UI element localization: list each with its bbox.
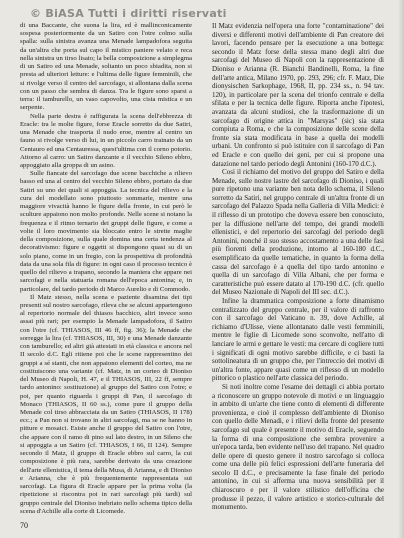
paragraph: Si noti inoltre come l'esame dei dettagli ci abbia portato a riconoscere un gruppo notevole di motivi e un linguaggio in ambito di un'arte che tiene conto di elementi di differente provenienza, e cioè il complesso dell'ambiente di Dioniso con quello delle Menadi, e i rilievi della fronte del presente sarcofago sul quale è presente il motivo di Eracle, seguendo la forma di una composizione che sembra provenire a un'epoca tarda, ben evidente nell'uso del trapano. Nel quadro delle opere di questo genere il nostro sarcofago si colloca come una delle più felici espressioni dell'arte funeraria del secolo II d.C., e precisamente la fase finale del periodo antonino, in cui si afferma una nuova sensibilità per il chiaroscuro e per il valore stilistico dell'officina che produsse il pezzo, il valore artistico e storico-culturale del monumento. bbox=[212, 382, 384, 512]
paragraph: Così il richiamo del motivo del gruppo del Satiro e della Menade, sulle nostre lastre del sarcofago di Dioniso, i quali pure ripetono una variante ben nota dello schema, il Sileno sorretto da Satiri, nel gruppo centrale di un'altra fronte di un sarcofago del Palazzo Spada nella Galleria di Villa Medici: è il riflesso di un prototipo che doveva essere ben conosciuto, per la diffusione nell'arte del tempo, dei grandi modelli ellenistici, e del repertorio dei sarcofagi del periodo degli Antonini, nonché il suo stesso accostamento a una delle fasi più fiorenti della produzione, intorno al 160-180 d.C., esemplificato da quelle tematiche, in quanto la forma della cassa del sarcofago è a quella del tipo tardo antonino e quella di un sarcofago di Villa Albani, che per forma e caratteristiche può essere datato al 170-190 d.C. (cfr. quello del Museo Nazionale di Napoli del III sec. d.C.). bbox=[212, 168, 384, 297]
paragraph: Sulle fiancate del sarcofago due scene bacchiche a rilievo basso ed una al centro del vecchio Sileno ebbro, portato da due Satiri su uno dei quali si appoggia. La tecnica del rilievo e la cura del modellato sono piuttosto sommarie, mentre una maggiore vivacità hanno le figure della fronte, in cui però le sculture appaiono non molto profonde. Nelle scene si notano la frequenza e il ritmo ternario dei gruppi delle figure, e come a volte il loro movimento sia bloccato entro le strette maglie della composizione, sulla quale domina una certa tendenza al decorativismo: figure e oggetti si dispongono quasi su di un solo piano, come in un fregio, con la prospettiva di profondità data da una sola fila di figure: in ogni caso il processo tecnico è quello del rilievo a trapano, secondo la maniera che appare nei sarcofagi e nella statuaria romana dell'epoca antonina; e, in particolare, del tardo periodo di Marco Aurelio e di Commodo. bbox=[20, 170, 192, 293]
left-column bbox=[20, 22, 192, 516]
paragraph: Il Matz evidenzia nell'opera una forte "contaminazione" dei diversi e differenti motivi dell'ambiente di Pan creatore dei lavori, facendo pensare per la esecuzione a una bottega: secondo il Matz forse della stessa mano degli altri due sarcofagi del Museo di Napoli con la rappresentazione di Dioniso e Arianna (R. Bianchi Bandinelli, Roma, la fine dell'arte antica, Milano 1970, pp. 293, 296; cfr. F. Matz, Die dionysischen Sarkophage, 1968, II, pp. 234 ss., n. 94 tav. 120), in particolare per la scena del trionfo centrale e della sfilata e per la tecnica delle figure. Riporta anche l'ipotesi, avanzata da alcuni studiosi, che la trasformazione di un sarcofago di origine attica in "Marsyas" (sic) sia stata compiuta a Roma, e che la composizione delle scene della fronte sia stata modificata in base a quella dei modelli urbani. Un confronto si può istituire con il sarcofago di Pan ed Eracle e con quello dei geni, per cui si propone una datazione nel tardo periodo degli Antonini (160-170 d.C.). bbox=[212, 22, 384, 168]
paragraph: Il Matz stesso, nella scena e paziente disamina dei tipi presenti sul nostro sarcofago, rileva che se alcuni appartengono al repertorio normale del thiasos bacchico, altri invece sono assai più rari; per esempio la Menade lampadofora, il Satiro con l'otre (cf. THIASOS, III 46 ff, fig. 36); la Menade che sorregge la lira (cf. THIASOS, III, 30) e una Menade danzante con tamburello; ed altri già attestati in età classica e ancora nel II secolo d.C. Egli ritiene poi che le scene rappresentino dei gruppi a sé stanti, che non appaiono elementi del corteo, ma ne costituiscono una variante (cf. Matz, in un corteo di Dioniso del Museo di Napoli, H. 47, e il THIASOS, III, 22 ff, sempre tardo antonino: sostituzione) al gruppo del Satiro con l'otre; e poi, per quanto riguarda i gruppi di Pan, il sarcofago di Monaco (THIASOS, II 60 ss.), come pure il gruppo della Menade col tirso abbracciata da un Satiro (THIASOS, II 178) ecc.; a Pan non si trovano in altri sarcofagi, ma se ne hanno in pitture e mosaici. Esiste anche il gruppo del Satiro con l'otre, che appare con il ramo di pino sul lato destro, in un Sileno che si appoggia a un Satiro (cf. THIASOS, I 66, II 124). Sempre secondo il Matz, il gruppo di Eracle ebbro sul carro, la cui composizione è più rara, sarebbe derivato da una creazione dell'arte ellenistica, il tema della Musa, di Arianna, e di Dioniso e Arianna, che è più frequentemente rappresentata sui sarcofagi. La figura di Eracle appare per la prima volta (la ripetizione si riscontra poi in rari sarcofagi più tardi) sul gruppo centrale del Dioniso inebriato nello schema tipico della scena d'Achille alla corte di Licomede. bbox=[20, 293, 192, 515]
page-number: 70 bbox=[20, 521, 28, 530]
watermark: © BiASA Tutti i diritti riservati bbox=[30, 7, 227, 20]
paragraph: Nella parte destra è raffigurata la scena dell'ebbrezza di Eracle: tra le molte figure, forse Eracle sorretto da due Satiri, una Menade che trasporta il nudo eroe, mentre al centro un fauno si rivolge verso di lui, in un piccolo carro trainato da un Centauro ed una Centauressa, quest'ultima con il corno potorio. Attorno al carro: un Satiro danzante e il vecchio Sileno ebbro, appoggiato alla groppa di un asino. bbox=[20, 112, 192, 169]
right-column bbox=[212, 22, 384, 512]
page-edge-shadow bbox=[398, 0, 404, 538]
paragraph: di una Baccante, che suona la lira, ed è mallinconicamente sospesa posteriormente da un Satiro con l'otre colmo sulla spalla: sulla sinistra avanza una Menade lampadofora seguita da un'altra che porta sul capo il mistico paniere velato e reca nella sinistra un tirso lisato; la bella composizione a simplegma di un Satiro ed una Menade, soltanto un poco sbiadita, non si presta ad ulteriori letture: e l'ultima delle figure femminili, che si rivolge verso il centro del sarcofago, si allontana dalla scena con un passo che sembra di danza. Tra le figure sono sparsi a terra: il tamburello, un vaso capovolto, una cista mistica e un serpente. bbox=[20, 22, 192, 112]
paragraph: Infine la drammatica composizione a forte dinamismo centralizzato del gruppo centrale, per il valore di raffronto con il sarcofago del Vaticano n. 39, dove Achille, al richiamo d'Ulisse, viene allontanato dalle vesti femminili, mentre le figlie di Licomede sono sconvolte, nell'atto di lanciare le armi e gettare le vesti: ma cercare di cogliere tutti i significati di ogni motivo sarebbe difficile, e ci basti la sottolineatura di un gruppo che, per l'intreccio dei motivi di un'altra fonte, appare quasi come un riflesso di un modello pittorico o plastico nell'arte classica del periodo. bbox=[212, 297, 384, 383]
